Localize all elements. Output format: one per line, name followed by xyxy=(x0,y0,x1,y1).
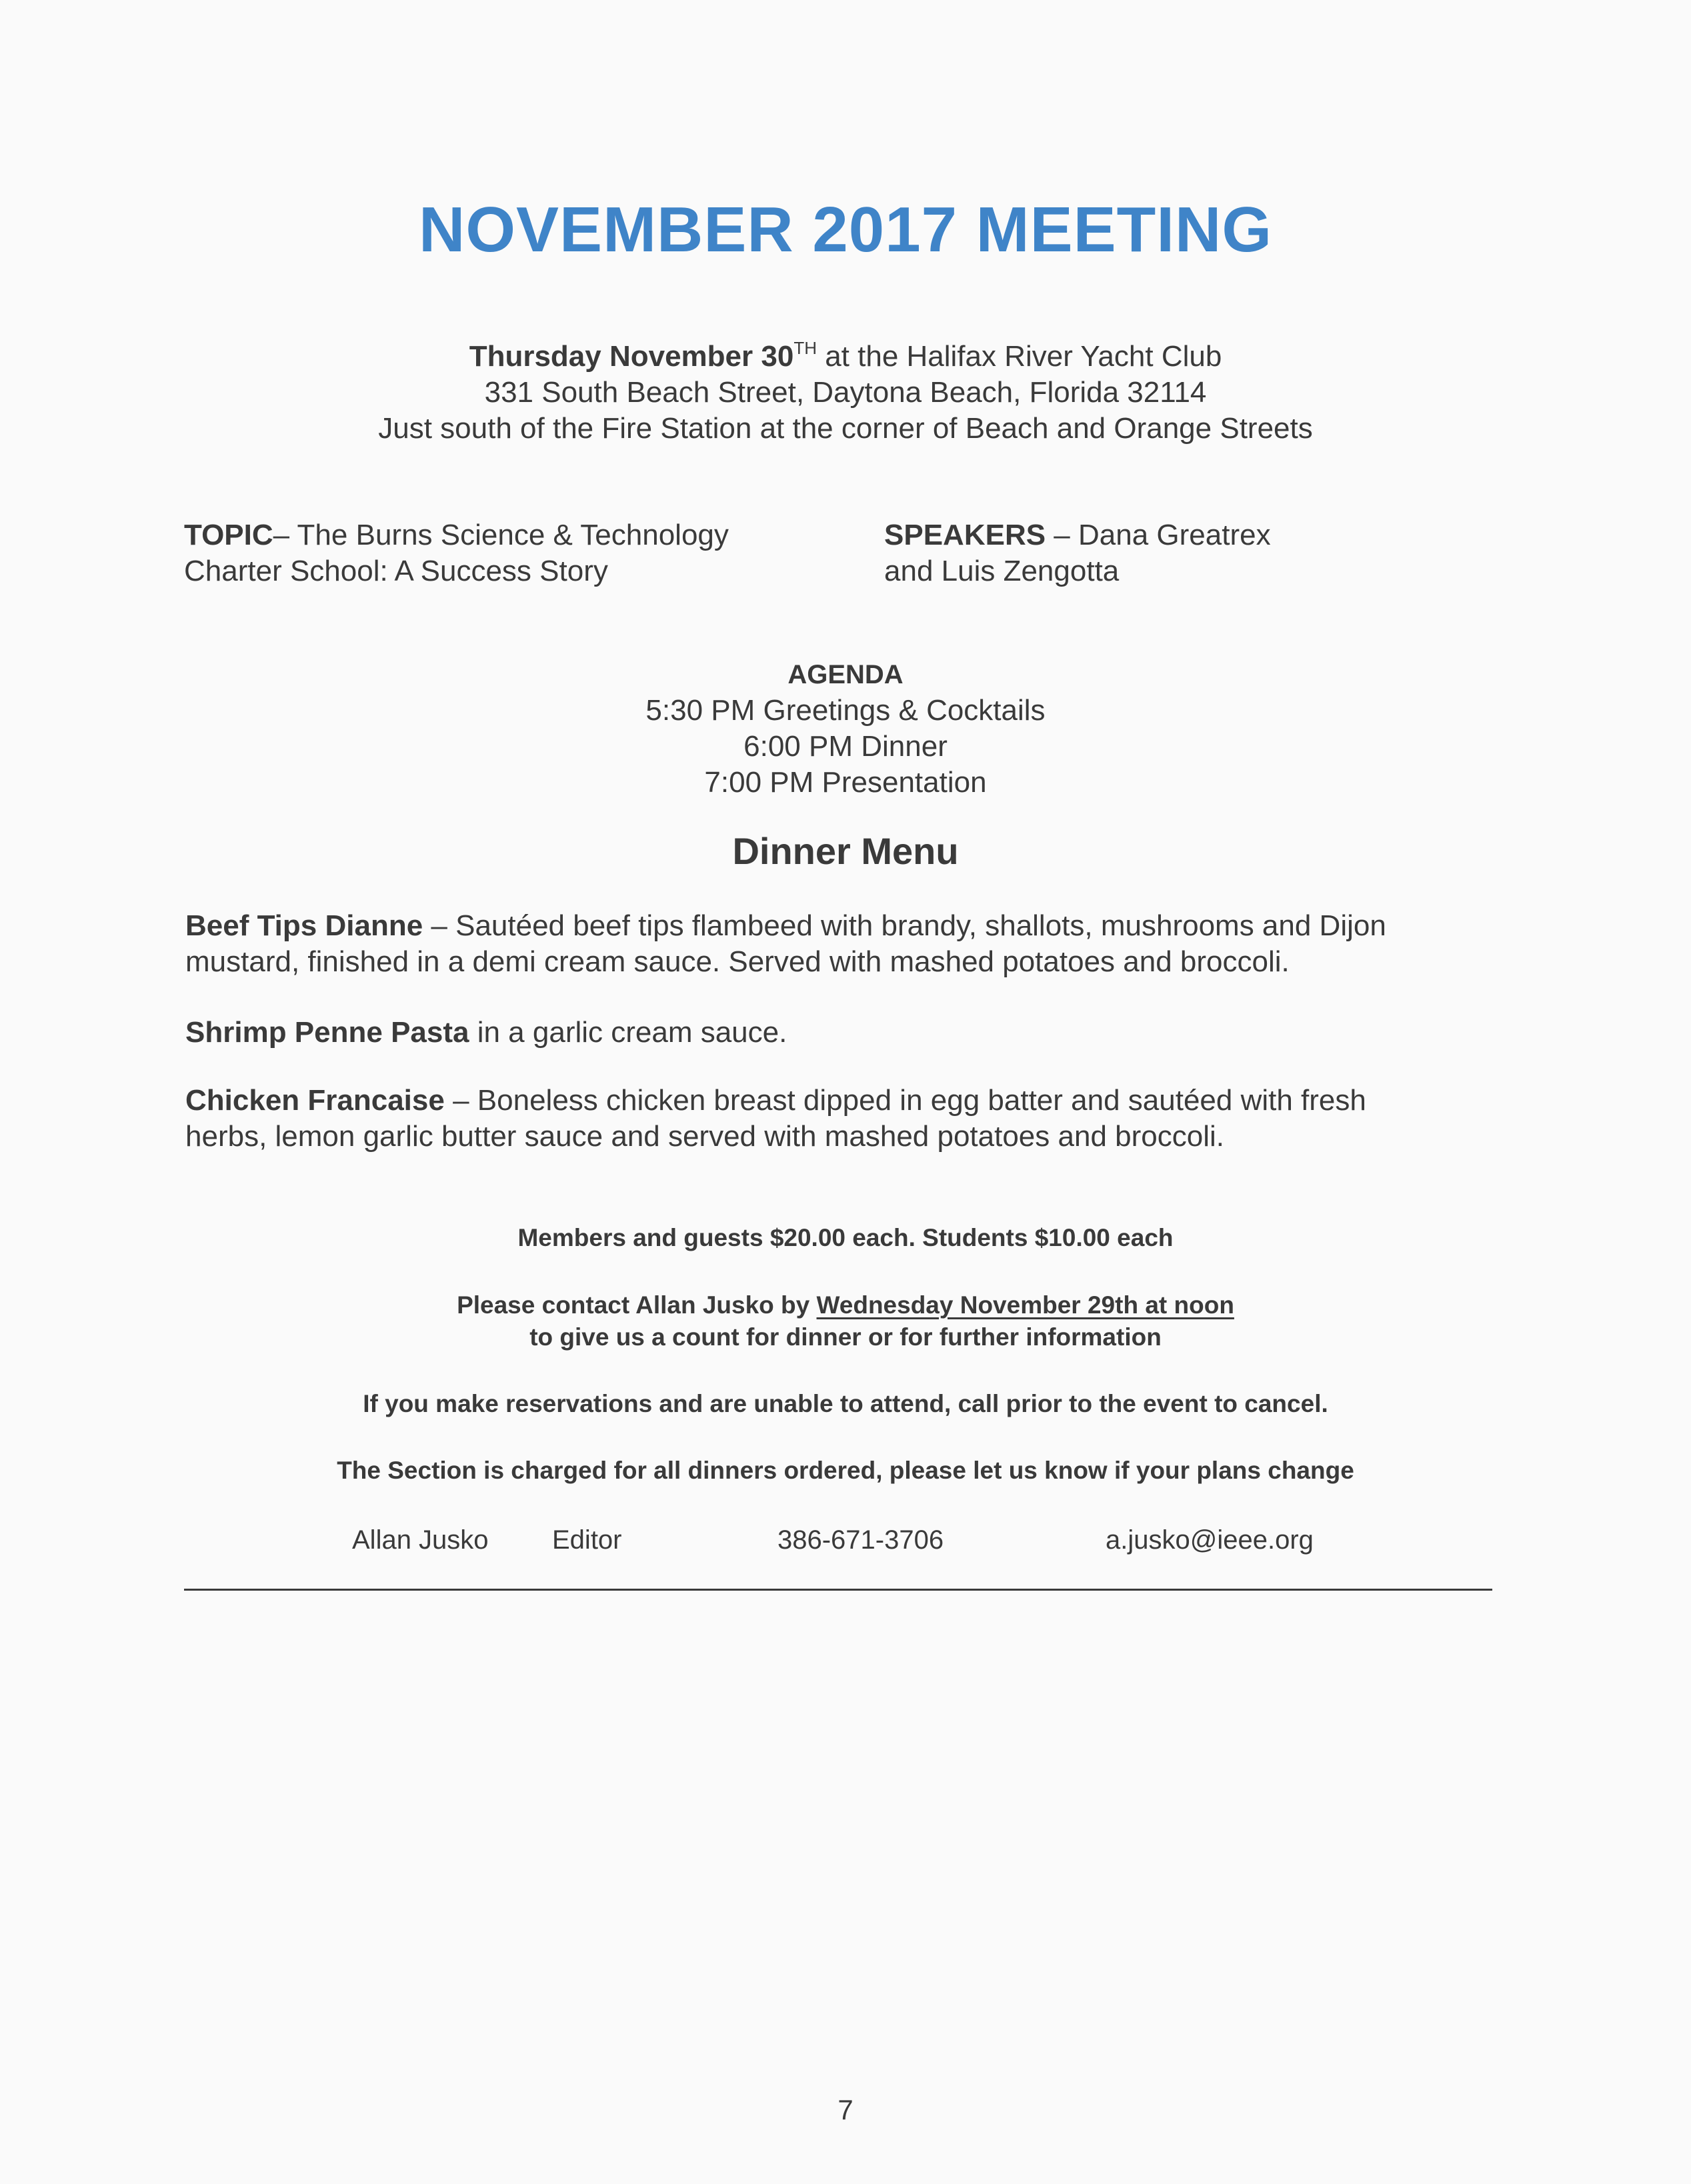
topic-label: TOPIC xyxy=(184,519,273,551)
speakers-line1: – Dana Greatrex xyxy=(1046,519,1271,551)
contact-prefix: Please contact Allan Jusko by xyxy=(457,1291,817,1319)
menu-heading: Dinner Menu xyxy=(732,830,959,872)
contact-note xyxy=(0,1289,1691,1353)
venue-address: 331 South Beach Street, Daytona Beach, Florida 32114 xyxy=(484,376,1207,409)
editor-role: Editor xyxy=(552,1525,622,1555)
venue-date: Thursday November 30 xyxy=(469,340,794,373)
venue-location: at the Halifax River Yacht Club xyxy=(816,340,1222,373)
charged-note: The Section is charged for all dinners ordered, please let us know if your plans change xyxy=(337,1457,1354,1484)
speakers-block xyxy=(884,517,1484,589)
cancel-note: If you make reservations and are unable to attend, call prior to the event to cancel. xyxy=(363,1390,1328,1417)
topic-line2: Charter School: A Success Story xyxy=(184,555,608,587)
venue-block xyxy=(0,339,1691,447)
speakers-label: SPEAKERS xyxy=(884,519,1046,551)
speakers-line2: and Luis Zengotta xyxy=(884,555,1120,587)
menu-item-desc: – Sautéed beef tips flambeed with brandy, shallots, mushrooms and Dijon xyxy=(423,909,1386,942)
topic-block xyxy=(184,517,824,589)
menu-item-name: Chicken Francaise xyxy=(185,1084,445,1117)
topic-line1: – The Burns Science & Technology xyxy=(273,519,729,551)
editor-phone: 386-671-3706 xyxy=(777,1525,944,1555)
agenda-heading: AGENDA xyxy=(787,660,904,689)
horizontal-rule xyxy=(184,1589,1492,1591)
menu-item-name: Shrimp Penne Pasta xyxy=(185,1016,469,1049)
menu-item-desc: – Boneless chicken breast dipped in egg batter and sautéed with fresh xyxy=(444,1084,1366,1117)
menu-item-desc: mustard, finished in a demi cream sauce. Served with mashed potatoes and broccoli. xyxy=(185,945,1290,978)
menu-item-desc: in a garlic cream sauce. xyxy=(469,1016,787,1049)
agenda-item: 6:00 PM Dinner xyxy=(743,730,948,763)
page-number: 7 xyxy=(837,2094,854,2125)
prices-note: Members and guests $20.00 each. Students $10.00 each xyxy=(517,1224,1174,1251)
agenda-item: 7:00 PM Presentation xyxy=(704,766,987,799)
menu-item-name: Beef Tips Dianne xyxy=(185,909,423,942)
agenda-block xyxy=(0,657,1691,801)
editor-name: Allan Jusko xyxy=(352,1525,489,1555)
editor-email[interactable]: a.jusko@ieee.org xyxy=(1106,1525,1314,1555)
venue-date-line xyxy=(0,339,1691,375)
contact-line2: to give us a count for dinner or for further information xyxy=(529,1323,1162,1351)
venue-date-suffix: TH xyxy=(793,338,817,358)
contact-deadline: Wednesday November 29th at noon xyxy=(816,1291,1234,1319)
page-title: NOVEMBER 2017 MEETING xyxy=(419,194,1272,265)
menu-item-desc: herbs, lemon garlic butter sauce and served with mashed potatoes and broccoli. xyxy=(185,1120,1224,1153)
menu-item-chicken xyxy=(185,1083,1519,1155)
menu-item-shrimp xyxy=(185,1015,1519,1051)
venue-directions: Just south of the Fire Station at the corner of Beach and Orange Streets xyxy=(378,412,1313,445)
menu-item-beef xyxy=(185,908,1519,980)
agenda-item: 5:30 PM Greetings & Cocktails xyxy=(645,694,1046,727)
editor-footer xyxy=(0,1523,1691,1557)
